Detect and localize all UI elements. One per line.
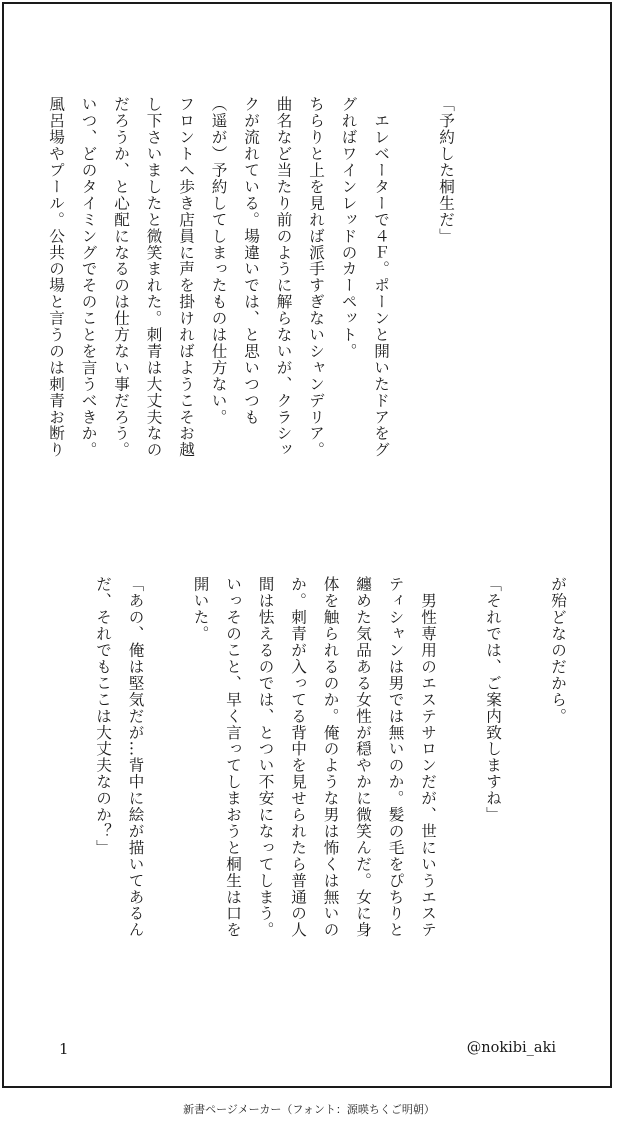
text-column: 「それでは、ご案内致しますね」 — [484, 576, 502, 823]
text-column — [444, 576, 477, 1016]
text-column — [152, 576, 185, 1016]
text-column: が殆どなのだから。 — [549, 576, 567, 725]
text-column — [509, 576, 542, 1016]
text-column: いっそのこと、早く言ってしまおうと桐生は口を — [224, 576, 242, 938]
top-text-block — [40, 96, 463, 536]
text-column: だ、それでもここは大丈夫なのか？」 — [94, 576, 112, 856]
text-column: ちらりと上を見れば派手すぎないシャンデリア。 — [307, 96, 325, 458]
text-column: 曲名など当たり前のように解らないが、クラシッ — [274, 96, 293, 458]
text-column: か。刺青が入ってる背中を見せられたら普通の人 — [289, 576, 307, 938]
text-column: フロントへ歩き店員に声を掛ければようこそお越 — [177, 96, 195, 458]
text-column: 「予約した桐生だ」 — [437, 96, 455, 245]
text-column: グればワインレッドのカーペット。 — [339, 96, 358, 360]
author-handle: @nokibi_aki — [466, 1040, 556, 1056]
text-column: 風呂場やプール。公共の場と言うのは刺青お断り — [47, 96, 65, 458]
text-column: 開いた。 — [191, 576, 210, 642]
text-column: 「あの、俺は堅気だが…背中に絵が描いてあるん — [126, 576, 145, 938]
text-column: クが流れている。場違いでは、と思いつつも — [242, 96, 260, 425]
text-column — [397, 96, 430, 536]
text-column: （遥が）予約してしまったものは仕方ない。 — [209, 96, 228, 425]
generator-caption: 新書ページメーカー（フォント：源暎ちくご明朝） — [183, 1103, 435, 1116]
text-column: 間は怯えるのでは、とつい不安になってしまう。 — [256, 576, 275, 938]
text-column: エレベーターで４Ｆ。ポーンと開いたドアをグ — [372, 96, 390, 458]
text-column: 体を触られるのか。俺のような男は怖くは無いの — [321, 576, 340, 938]
text-column: し下さいましたと微笑まれた。刺青は大丈夫なの — [144, 96, 163, 458]
text-column: だろうか、と心配になるのは仕方ない事だろう。 — [112, 96, 130, 458]
text-column: 纏めた気品ある女性が穏やかに微笑んだ。女に身 — [354, 576, 372, 938]
page-frame — [2, 2, 612, 1088]
text-column: いつ、どのタイミングでそのことを言うべきか。 — [79, 96, 98, 458]
text-column: ティシャンは男では無いのか。髪の毛をぴちりと — [386, 576, 405, 938]
page-number: 1 — [59, 1040, 69, 1058]
bottom-text-block — [87, 576, 575, 1016]
text-column: 男性専用のエステサロンだが、世にいうエステ — [419, 576, 437, 938]
